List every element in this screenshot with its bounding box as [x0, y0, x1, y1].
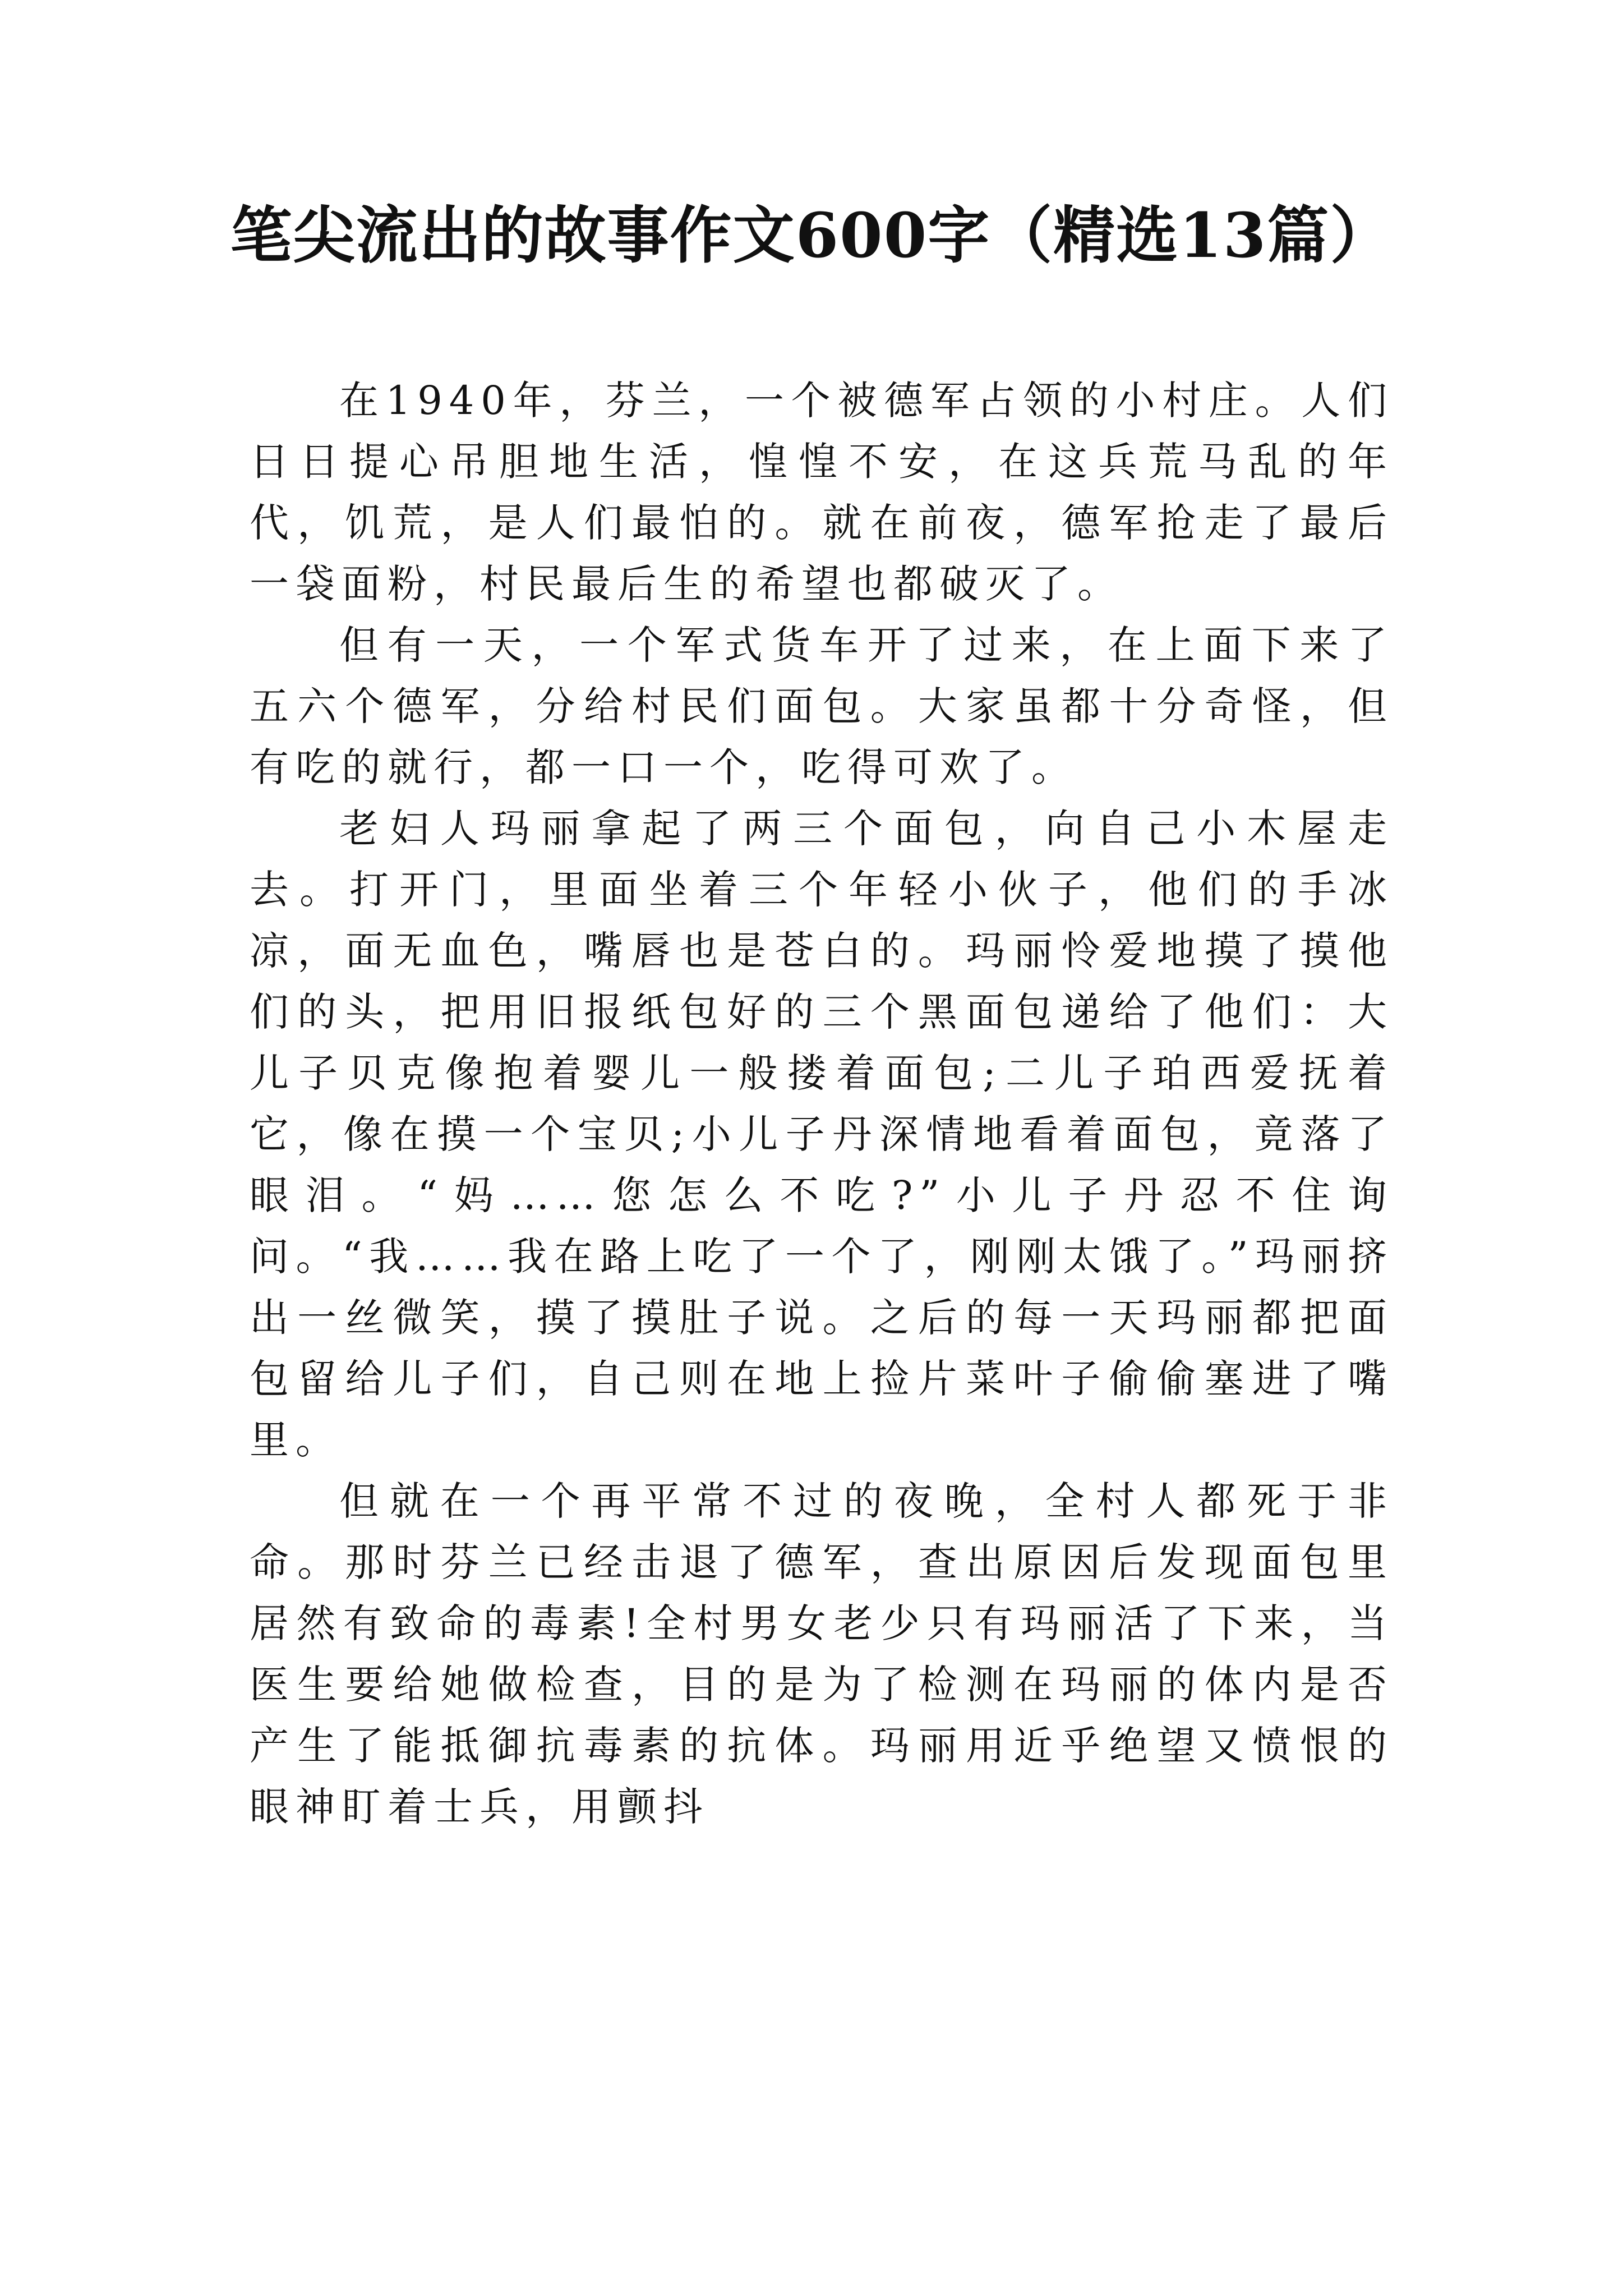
- paragraph: 在1940年，芬兰，一个被德军占领的小村庄。人们日日提心吊胆地生活，惶惶不安，在这兵荒马乱的年代，饥荒，是人们最怕的。就在前夜，德军抢走了最后一袋面粉，村民最后生的希望也都破灭了。: [250, 378, 1394, 607]
- paragraph: 但有一天，一个军式货车开了过来，在上面下来了五六个德军，分给村民们面包。大家虽都十分奇怪，但有吃的就行，都一口一个，吃得可欢了。: [250, 622, 1394, 790]
- document-body: [250, 370, 1394, 1838]
- paragraph: 但就在一个再平常不过的夜晚，全村人都死于非命。那时芬兰已经击退了德军，查出原因后发现面包里居然有致命的毒素!全村男女老少只有玛丽活了下来，当医生要给她做检查，目的是为了检测在玛丽的体内是否产生了能抵御抗毒素的抗体。玛丽用近乎绝望又愤恨的眼神盯着士兵，用颤抖: [250, 1478, 1394, 1830]
- document-title: 笔尖流出的故事作文600字（精选13篇）: [230, 199, 1393, 272]
- paragraph: 老妇人玛丽拿起了两三个面包，向自己小木屋走去。打开门，里面坐着三个年轻小伙子，他们的手冰凉，面无血色，嘴唇也是苍白的。玛丽怜爱地摸了摸他们的头，把用旧报纸包好的三个黑面包递给了他们：大儿子贝克像抱着婴儿一般搂着面包;二儿子珀西爱抚着它，像在摸一个宝贝;小儿子丹深情地看着面包，竟落了眼泪。“妈……您怎么不吃?”小儿子丹忍不住询问。“我……我在路上吃了一个了，刚刚太饿了。”玛丽挤出一丝微笑，摸了摸肚子说。之后的每一天玛丽都把面包留给儿子们，自己则在地上捡片菜叶子偷偷塞进了嘴里。: [250, 806, 1394, 1463]
